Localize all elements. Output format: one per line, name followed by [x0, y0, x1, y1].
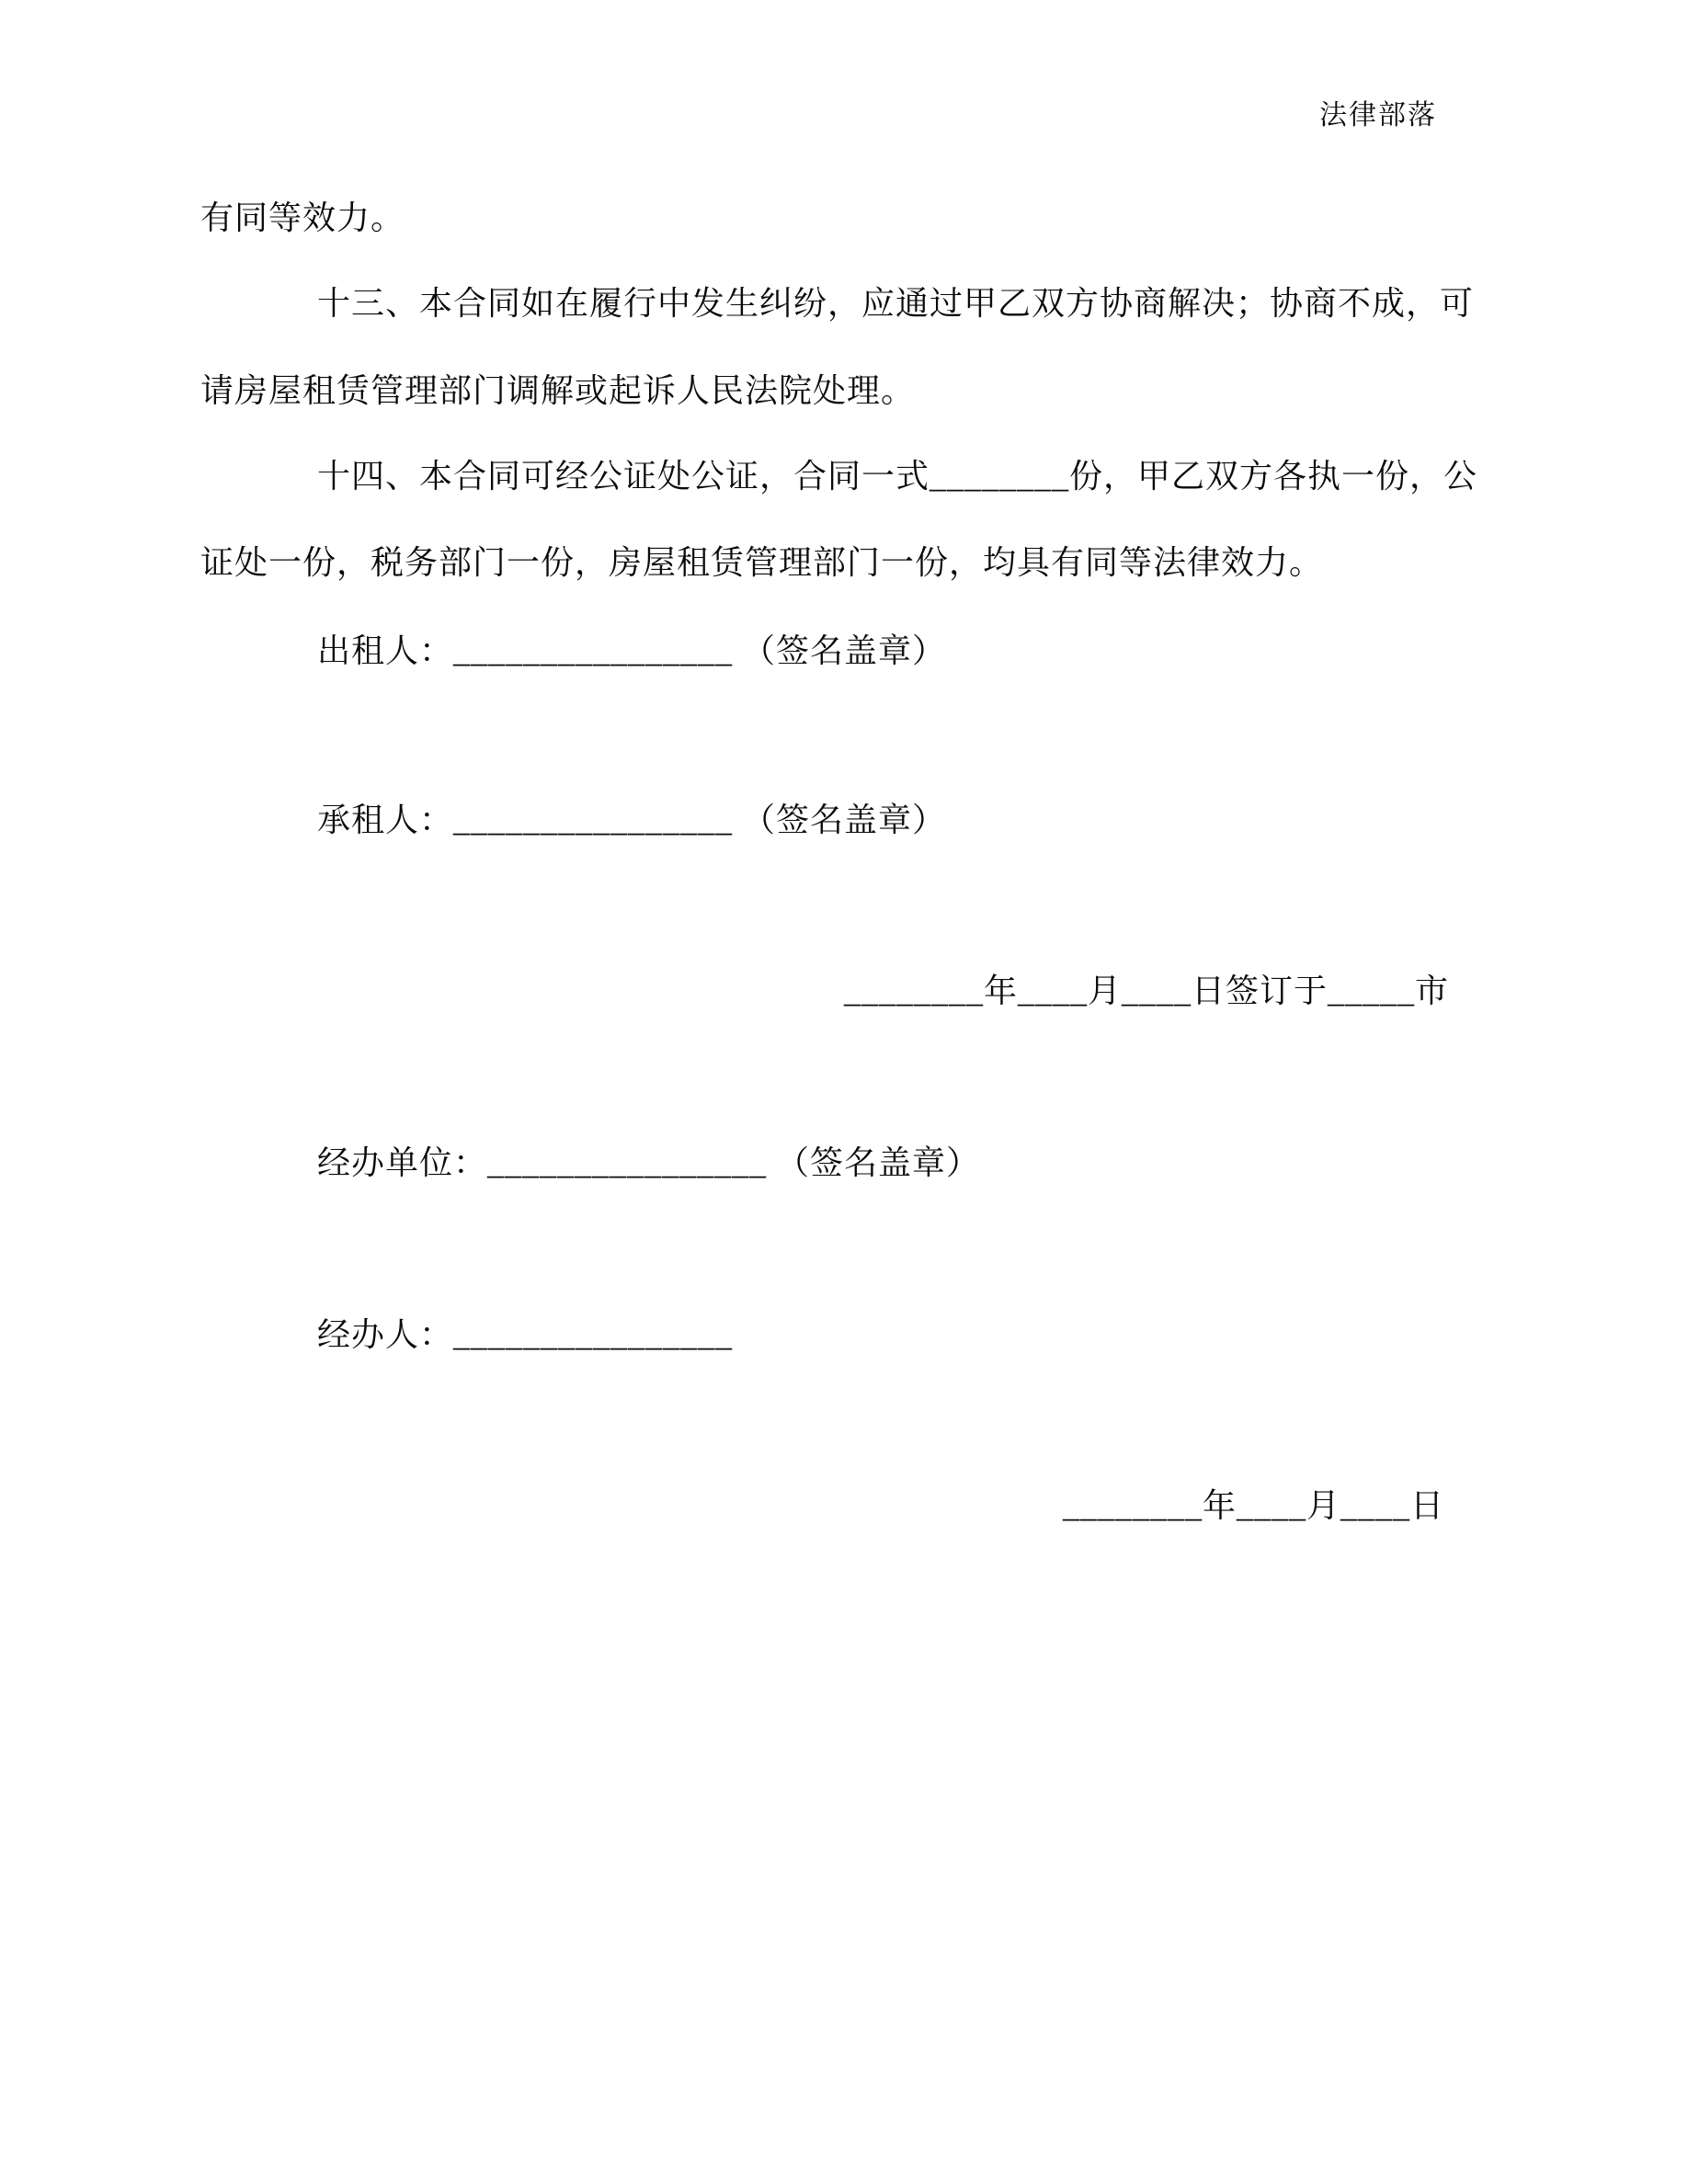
clause14-line1-text: 十四、本合同可经公证处公证，合同一式________份，甲乙双方各执一份，公 — [317, 458, 1478, 495]
clause13-line1-text: 十三、本合同如在履行中发生纠纷，应通过甲乙双方协商解决；协商不成，可 — [317, 285, 1475, 322]
lessee-signature-line: 承租人：________________ （签名盖章） — [317, 802, 947, 838]
handling-agency-signature-line: 经办单位：________________ （签名盖章） — [317, 1144, 981, 1181]
signing-date-line: ________年____月____日签订于_____市 — [844, 973, 1450, 1009]
clause14-line2-text: 证处一份，税务部门一份，房屋租赁管理部门一份，均具有同等法律效力。 — [200, 544, 1324, 581]
final-date-line: ________年____月____日 — [1063, 1487, 1444, 1524]
handling-agent-signature-line: 经办人：________________ — [317, 1316, 734, 1353]
page-header-watermark: 法律部落 — [1319, 100, 1437, 131]
lessor-signature-line: 出租人：________________ （签名盖章） — [317, 632, 947, 669]
clause13-line2-text: 请房屋租赁管理部门调解或起诉人民法院处理。 — [200, 372, 916, 409]
clause12-tail-text: 有同等效力。 — [200, 199, 405, 236]
